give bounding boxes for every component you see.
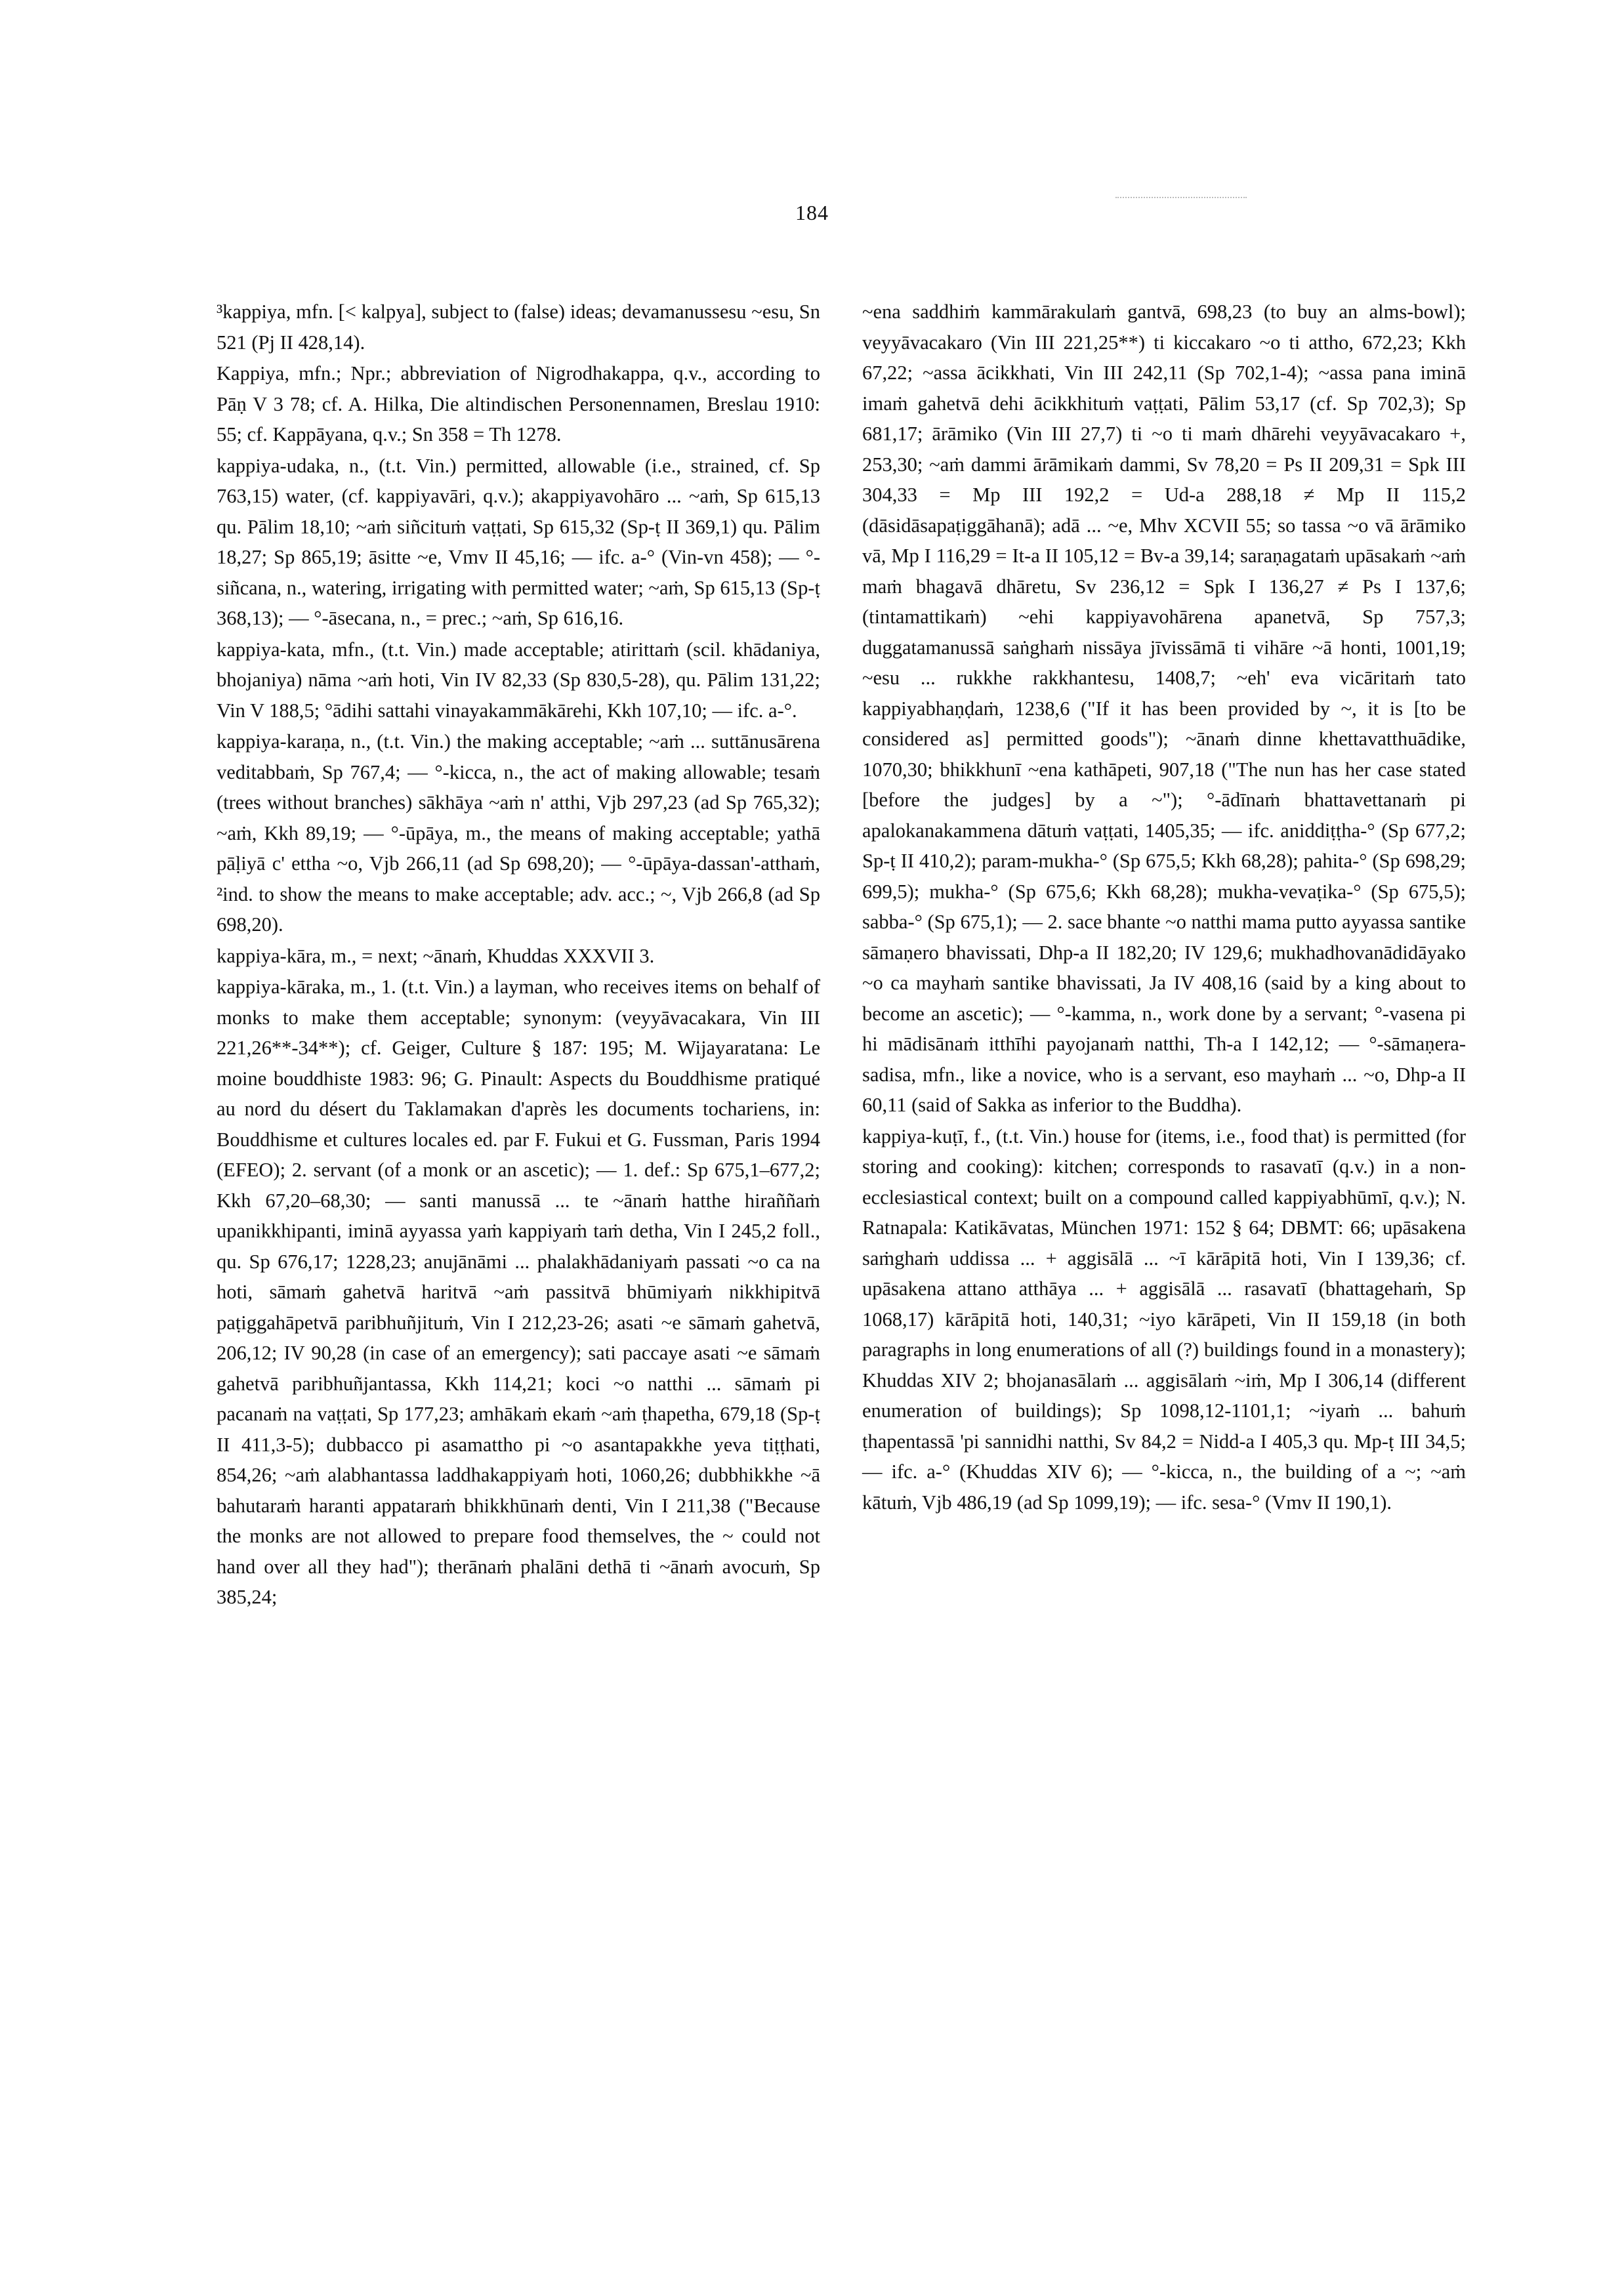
right-column bbox=[862, 297, 1466, 1518]
entry-kappiya-kuti: kappiya-kuṭī, f., (t.t. Vin.) house for (items, i.e., food that) is permitted (for storing and cooking): kitchen; corresponds to rasavatī (q.v.) in a non-ecclesiastical context; built on a compound called kappiyabhūmī, q.v.); N. Ratnapala: Katikāvatas, München 1971: 152 § 64; DBMT: 66; upāsakena saṁghaṁ uddissa ... + aggisālā ... ~ī kārāpitā hoti, Vin I 139,36; cf. upāsakena attano atthāya ... + aggisālā ... rasavatī (bhattagehaṁ, Sp 1068,17) kārāpitā hoti, 140,31; ~iyo kārāpeti, Vin II 159,18 (in both paragraphs in long enumerations of all (?) buildings found in a monastery); Khuddas XIV 2; bhojanasālaṁ ... aggisālaṁ ~iṁ, Mp I 306,14 (different enumeration of buildings); Sp 1098,12-1101,1; ~iyaṁ ... bahuṁ ṭhapentassā 'pi sannidhi natthi, Sv 84,2 = Nidd-a I 405,3 qu. Mp-ṭ III 34,5; — ifc. a-° (Khuddas XIV 6); — °-kicca, n., the building of a ~; ~aṁ kātuṁ, Vjb 486,19 (ad Sp 1099,19); — ifc. sesa-° (Vmv II 190,1). bbox=[862, 1125, 1466, 1514]
entry-3kappiya: ³kappiya, mfn. [< kalpya], subject to (false) ideas; devamanussesu ~esu, Sn 521 (Pj II 428,14). bbox=[217, 300, 820, 354]
entry-kappiya-kara: kappiya-kāra, m., = next; ~ānaṁ, Khuddas XXXVII 3. bbox=[217, 944, 655, 967]
entry-kappiya-karaka-continued: ~ena saddhiṁ kammārakulaṁ gantvā, 698,23 (to buy an alms-bowl); veyyāvacakaro (Vin III 221,25**) ti kiccakaro ~o ti attho, 672,23; Kkh 67,22; ~assa ācikkhati, Vin III 242,11 (Sp 702,1-4); ~assa pana iminā imaṁ gahetvā dehi ācikkhituṁ vaṭṭati, Pālim 53,17 (cf. Sp 702,3); Sp 681,17; ārāmiko (Vin III 27,7) ti ~o ti maṁ dhārehi veyyāvacakaro +, 253,30; ~aṁ dammi ārāmikaṁ dammi, Sv 78,20 = Ps II 209,31 = Spk III 304,33 = Mp III 192,2 = Ud-a 288,18 ≠ Mp II 115,2 (dāsidāsapaṭiggāhanā); adā ... ~e, Mhv XCVII 55; so tassa ~o vā ārāmiko vā, Mp I 116,29 = It-a II 105,12 = Bv-a 39,14; saraṇagataṁ upāsakaṁ ~aṁ maṁ bhagavā dhāretu, Sv 236,12 = Spk I 136,27 ≠ Ps I 137,6; (tintamattikaṁ) ~ehi kappiyavohārena apanetvā, Sp 757,3; duggatamanussā saṅghaṁ nissāya jīvissāmā ti vihāre ~ā honti, 1001,19; ~esu ... rukkhe rakkhantesu, 1408,7; ~eh' eva vicāritaṁ tato kappiyabhaṇḍaṁ, 1238,6 ("If it has been provided by ~, it is [to be considered as] permitted goods"); ~ānaṁ dinne khettavatthuādike, 1070,30; bhikkhunī ~ena kathāpeti, 907,18 ("The nun has her case stated [before the judges] by a ~"); °-ādīnaṁ bhattavettanaṁ pi apalokanakammena dātuṁ vaṭṭati, 1405,35; — ifc. aniddiṭṭha-° (Sp 677,2; Sp-ṭ II 410,2); param-mukha-° (Sp 675,5; Kkh 68,28); pahita-° (Sp 698,29; 699,5); mukha-° (Sp 675,6; Kkh 68,28); mukha-vevaṭika-° (Sp 675,5); sabba-° (Sp 675,1); — 2. sace bhante ~o natthi mama putto ayyassa santike sāmaṇero bhavissati, Dhp-a II 182,20; IV 129,6; mukhadhovanādidāyako ~o ca mayhaṁ santike bhavissati, Ja IV 408,16 (said by a king about to become an ascetic); — °-kamma, n., work done by a servant; °-vasena pi hi mādisānaṁ itthīhi payojanaṁ natthi, Th-a I 142,12; — °-sāmaṇera-sadisa, mfn., like a novice, who is a servant, eso mayhaṁ ... ~o, Dhp-a II 60,11 (said of Sakka as inferior to the Buddha). bbox=[862, 300, 1466, 1116]
page-number: 184 bbox=[795, 201, 829, 224]
entry-kappiya-npr: Kappiya, mfn.; Npr.; abbreviation of Nigrodhakappa, q.v., according to Pāṇ V 3 78; cf. A. Hilka, Die altindischen Personennamen, Breslau 1910: 55; cf. Kappāyana, q.v.; Sn 358 = Th 1278. bbox=[217, 362, 820, 445]
entry-kappiya-karaka: kappiya-kāraka, m., 1. (t.t. Vin.) a layman, who receives items on behalf of monks to make them acceptable; synonym: (veyyāvacakara, Vin III 221,26**-34**); cf. Geiger, Culture § 187: 195; M. Wijayaratana: Le moine bouddhiste 1983: 96; G. Pinault: Aspects du Bouddhisme pratiqué au nord du désert du Taklamakan d'après les documents tochariens, in: Bouddhisme et cultures locales ed. par F. Fukui et G. Fussman, Paris 1994 (EFEO); 2. servant (of a monk or an ascetic); — 1. def.: Sp 675,1–677,2; Kkh 67,20–68,30; — santi manussā ... te ~ānaṁ hatthe hiraññaṁ upanikkhipanti, iminā ayyassa yaṁ kappiyaṁ taṁ detha, Vin I 245,2 foll., qu. Sp 676,17; 1228,23; anujānāmi ... phalakhādaniyaṁ passati ~o ca na hoti, sāmaṁ gahetvā haritvā ~aṁ passitvā bhūmiyaṁ nikkhipitvā paṭiggahāpetvā paribhuñjituṁ, Vin I 212,23-26; asati ~e sāmaṁ gahetvā, 206,12; IV 90,28 (in case of an emergency); sati paccaye asati ~e sāmaṁ gahetvā paribhuñjantassa, Kkh 114,21; koci ~o natthi ... sāmaṁ pi pacanaṁ na vaṭṭati, Sp 177,23; amhākaṁ ekaṁ ~aṁ ṭhapetha, 679,18 (Sp-ṭ II 411,3-5); dubbacco pi asamattho pi ~o asantapakkhe yeva tiṭṭhati, 854,26; ~aṁ alabhantassa laddhakappiyaṁ hoti, 1060,26; dubbhikkhe ~ā bahutaraṁ haranti appataraṁ bhikkhūnaṁ denti, Vin I 211,38 ("Because the monks are not allowed to prepare food themselves, the ~ could not hand over all they had"); therānaṁ phalāni dethā ti ~ānaṁ avocuṁ, Sp 385,24; bbox=[217, 976, 820, 1608]
left-column bbox=[217, 297, 820, 1613]
entry-kappiya-udaka: kappiya-udaka, n., (t.t. Vin.) permitted, allowable (i.e., strained, cf. Sp 763,15) water, (cf. kappiyavāri, q.v.); akappiyavohāro ... ~aṁ, Sp 615,13 qu. Pālim 18,10; ~aṁ siñcituṁ vaṭṭati, Sp 615,32 (Sp-ṭ II 369,1) qu. Pālim 18,27; Sp 865,19; āsitte ~e, Vmv II 45,16; — ifc. a-° (Vin-vn 458); — °-siñcana, n., watering, irrigating with permitted water; ~aṁ, Sp 615,13 (Sp-ṭ 368,13); — °-āsecana, n., = prec.; ~aṁ, Sp 616,16. bbox=[217, 454, 820, 629]
entry-kappiya-karana: kappiya-karaṇa, n., (t.t. Vin.) the making acceptable; ~aṁ ... suttānusārena veditabbaṁ, Sp 767,4; — °-kicca, n., the act of making allowable; tesaṁ (trees without branches) sākhāya ~aṁ n' atthi, Vjb 297,23 (ad Sp 765,32); ~aṁ, Kkh 89,19; — °-ūpāya, m., the means of making acceptable; yathā pāḷiyā c' ettha ~o, Vjb 266,11 (ad Sp 698,20); — °-ūpāya-dassan'-atthaṁ, ²ind. to show the means to make acceptable; adv. acc.; ~, Vjb 266,8 (ad Sp 698,20). bbox=[217, 730, 820, 936]
entry-kappiya-kata: kappiya-kata, mfn., (t.t. Vin.) made acceptable; atirittaṁ (scil. khādaniya, bhojaniya) nāma ~aṁ hoti, Vin IV 82,33 (Sp 830,5-28), qu. Pālim 131,22; Vin V 188,5; °ādihi sattahi vinayakammākārehi, Kkh 107,10; — ifc. a-°. bbox=[217, 638, 820, 722]
scan-artifact bbox=[1115, 197, 1247, 199]
